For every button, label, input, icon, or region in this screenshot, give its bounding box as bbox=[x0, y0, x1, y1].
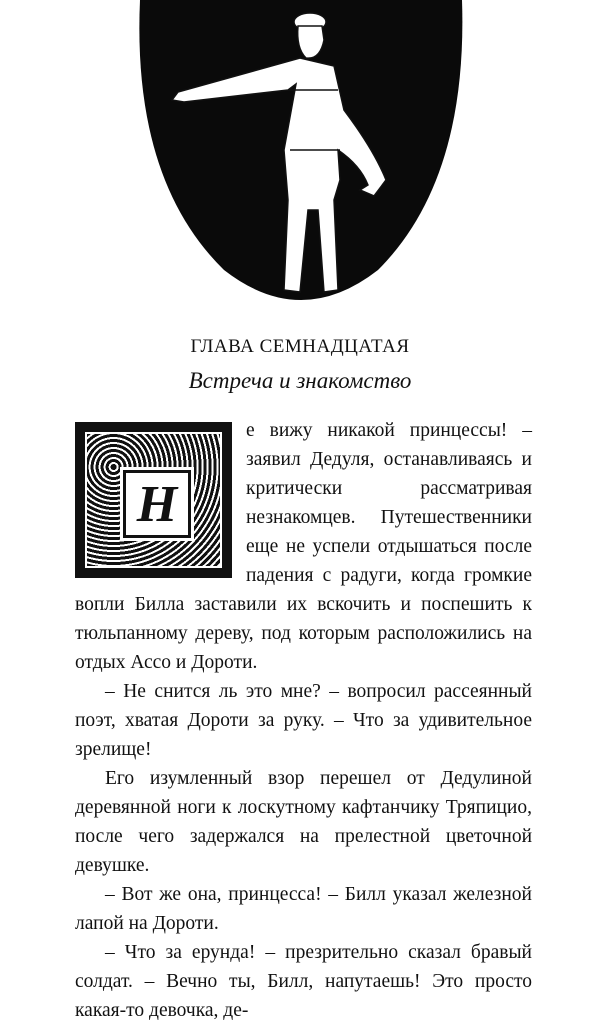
chapter-number-heading: ГЛАВА СЕМНАДЦАТАЯ bbox=[190, 336, 410, 357]
chapter-title: Встреча и знакомство bbox=[188, 368, 412, 393]
chapter-illustration bbox=[138, 0, 464, 315]
paragraph: – Что за ерунда! – презрительно сказал бравый солдат. – Вечно ты, Билл, напутаешь! Это просто какая-то девочка, де- bbox=[75, 942, 532, 1021]
paragraph: – Не снится ль это мне? – вопросил рассеянный поэт, хватая Дороти за руку. – Что за удивительное зрелище! bbox=[75, 681, 532, 760]
paragraph: е вижу никакой принцессы! – заявил Дедуля, останавливаясь и критически рассматривая незнакомцев. Путешественники еще не успели отдышаться после падения с радуги, когда громкие вопли Билла заставили их вскочить и поспешить к тюльпанному дереву, под которым расположились на отдых Ассо и Дороти. bbox=[75, 420, 532, 673]
drop-cap-letter: Н bbox=[123, 470, 191, 538]
paragraph: Его изумленный взор перешел от Дедулиной деревянной ноги к лоскутному кафтанчику Тряпицио, после чего задержался на прелестной цветочной девушке. bbox=[75, 768, 532, 876]
body-text bbox=[75, 416, 532, 1025]
paragraph: – Вот же она, принцесса! – Билл указал железной лапой на Дороти. bbox=[75, 884, 532, 934]
ornamental-drop-cap bbox=[75, 422, 232, 578]
